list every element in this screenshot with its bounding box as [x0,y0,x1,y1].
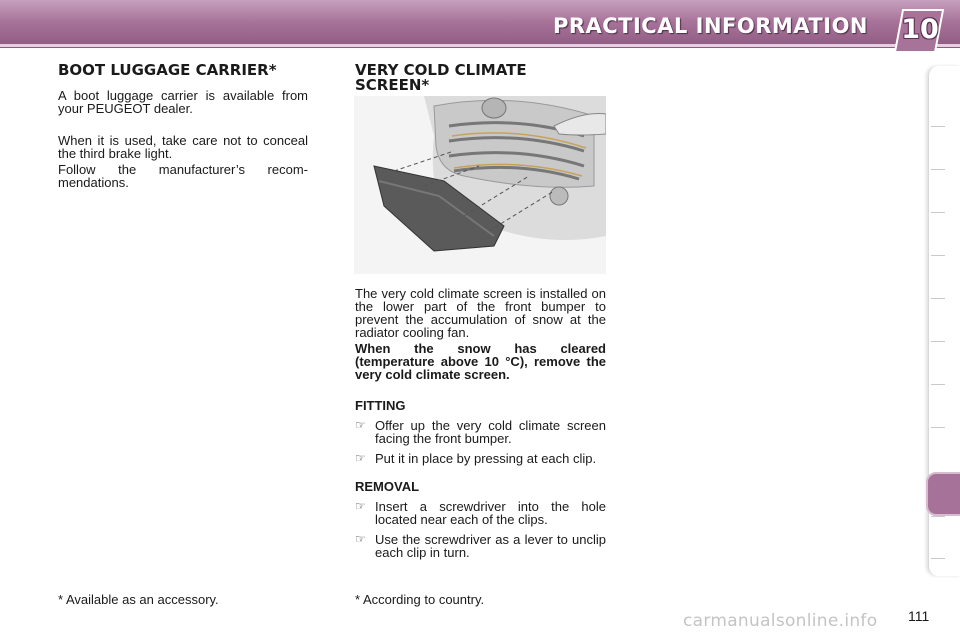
pointing-hand-icon: ☞ [355,418,366,432]
section-title-cold-screen-line1: VERY COLD CLIMATE [355,61,527,79]
boot-carrier-recommendation-text: Follow the manufacturer’s recom-mendations. [58,162,308,190]
boot-carrier-warning-text: When it is used, take care not to conceal the third brake light. [58,133,308,161]
tab-divider [931,516,945,517]
tab-divider [931,384,945,385]
fitting-heading: FITTING [355,398,406,413]
fitting-step-text: Put it in place by pressing at each clip. [375,451,597,466]
boot-carrier-availability-text: A boot luggage carrier is available from your PEUGEOT dealer. [58,88,308,116]
fitting-step-text: Offer up the very cold climate screen facing the front bumper. [375,418,606,446]
cold-screen-warning-text: When the snow has cleared (temperature above 10 °C), remove the very cold climate screen. [355,341,606,382]
chapter-number: 10 [901,14,939,45]
chapter-tab-active[interactable] [926,472,960,516]
pointing-hand-icon: ☞ [355,499,366,513]
removal-step-text: Insert a screwdriver into the hole located near each of the clips. [375,499,606,527]
watermark-text: carmanualsonline.info [683,611,878,631]
tab-divider [931,212,945,213]
tab-divider [931,169,945,170]
pointing-hand-icon: ☞ [355,451,366,465]
cold-screen-intro-text: The very cold climate screen is installed on the lower part of the front bumper to prevent the accumulation of snow at the radiator cooling fan. [355,286,606,340]
removal-heading: REMOVAL [355,479,420,494]
page-number: 111 [908,608,930,624]
tab-divider [931,558,945,559]
chapter-title: PRACTICAL INFORMATION [552,14,868,38]
section-title-boot-carrier: BOOT LUGGAGE CARRIER* [58,61,277,79]
pointing-hand-icon: ☞ [355,532,366,546]
tab-divider [931,298,945,299]
removal-step-text: Use the screwdriver as a lever to unclip each clip in turn. [375,532,606,560]
section-title-cold-screen-line2: SCREEN* [355,76,430,94]
footnote-accessory: * Available as an accessory. [58,592,219,607]
tab-divider [931,126,945,127]
tab-divider [931,341,945,342]
tab-divider [931,255,945,256]
tab-divider [931,427,945,428]
footnote-country: * According to country. [355,592,485,607]
cold-climate-screen-illustration [354,96,606,274]
header-divider [0,44,960,47]
